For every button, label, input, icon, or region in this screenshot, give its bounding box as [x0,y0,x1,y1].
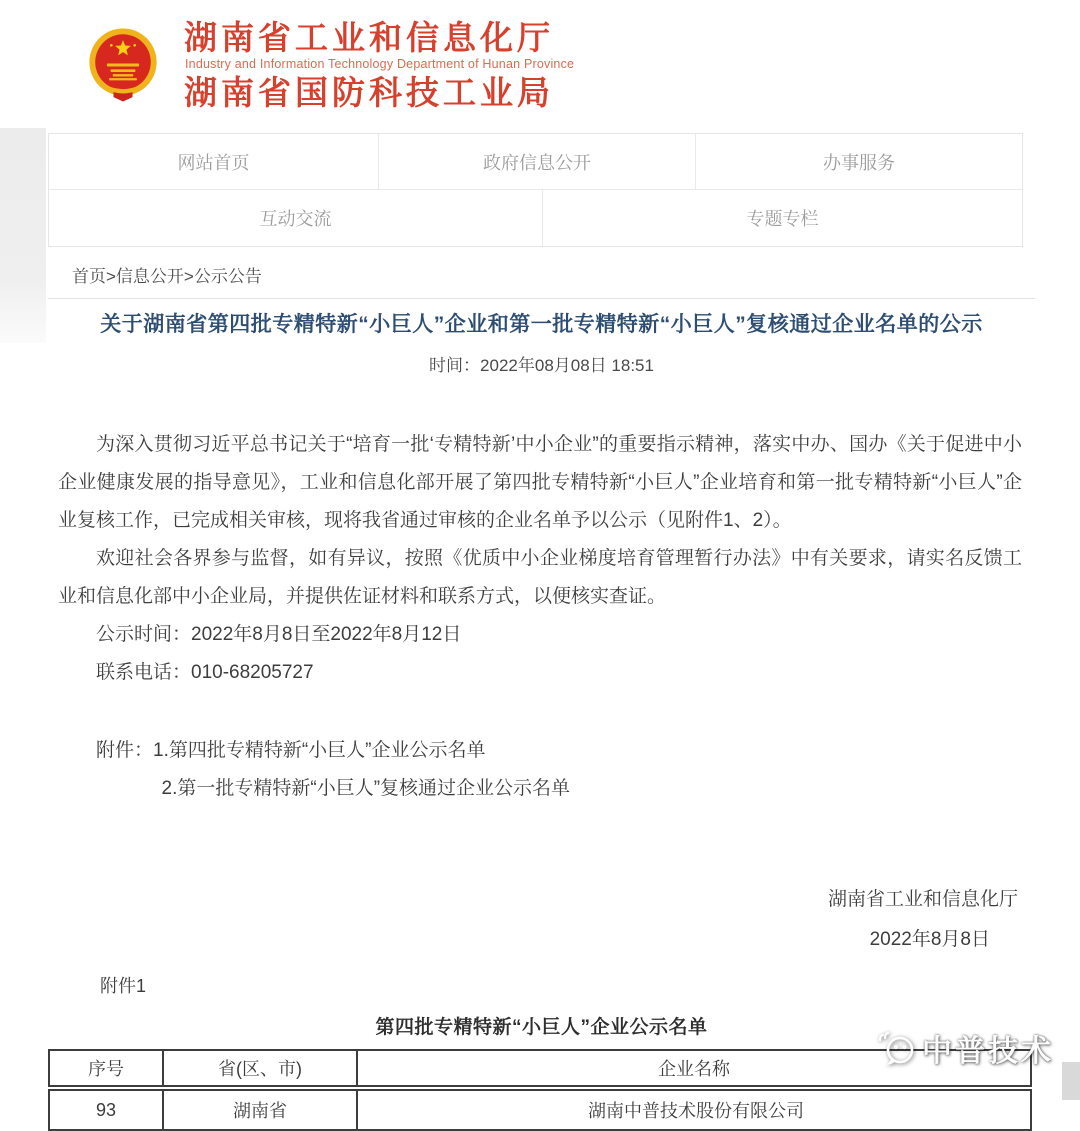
signature-date: 2022年8月8日 [869,929,990,950]
org-titles [184,21,574,109]
signature-org: 湖南省工业和信息化厅 [827,889,1018,910]
attachment-item-2[interactable]: 2.第一批专精特新“小巨人”复核通过企业公示名单 [161,778,571,799]
header-serial-no: 序号 [49,1050,163,1088]
contact-phone: 联系电话：010-68205727 [96,662,314,683]
attachments-list [58,732,1022,808]
publicity-period: 公示时间：2022年8月8日至2022年8月12日 [96,624,462,645]
publish-time: 时间：2022年08月08日 18:51 [429,356,654,375]
org-name-cn: 湖南省工业和信息化厅 [184,19,554,57]
annex-label: 附件1 [100,976,147,996]
company-table [48,1049,1032,1131]
nav-row-2 [49,190,1022,246]
watermark-text: 中普技术 [922,1035,1054,1068]
annex-table-title: 第四批专精特新“小巨人”企业公示名单 [375,1017,708,1038]
cell-province: 湖南省 [163,1088,357,1130]
main-nav [48,133,1023,247]
paragraph-1: 为深入贯彻习近平总书记关于“培育一批‘专精特新’中小企业”的重要指示精神，落实中办、国办《关于促进中小企业健康发展的指导意见》，工业和信息化部开展了第四批专精特新“小巨人”企业培育和第一批专精特新“小巨人”企业复核工作，已完成相关审核，现将我省通过审核的企业名单予以公示（见附件1、2）。 [58,434,1022,531]
org-name-cn2: 湖南省国防科技工业局 [184,73,554,111]
page-title: 关于湖南省第四批专精特新“小巨人”企业和第一批专精特新“小巨人”复核通过企业名单的公示 [100,313,983,336]
site-header [0,0,1080,130]
attachment-item-1[interactable]: 附件：1.第四批专精特新“小巨人”企业公示名单 [96,740,486,761]
table-header-row [49,1050,1031,1088]
cell-company-name: 湖南中普技术股份有限公司 [357,1088,1031,1130]
signature-block [58,880,1022,960]
header-province: 省(区、市) [163,1050,357,1088]
nav-row-1 [49,134,1022,190]
scan-shade [0,128,46,343]
breadcrumb[interactable]: 首页>信息公开>公示公告 [72,267,262,286]
header-company-name: 企业名称 [357,1050,1031,1088]
nav-item-interaction[interactable]: 互动交流 [49,190,543,246]
paragraph-2: 欢迎社会各界参与监督，如有异议，按照《优质中小企业梯度培育管理暂行办法》中有关要求，请实名反馈工业和信息化部中小企业局，并提供佐证材料和联系方式，以便核实查证。 [58,548,1022,607]
nav-item-services[interactable]: 办事服务 [696,134,1022,190]
article-body [58,426,1022,960]
scrollbar-fragment [1062,1062,1080,1100]
org-name-en: Industry and Information Technology Department of Hunan Province [185,57,575,72]
divider-line [48,298,1035,299]
nav-item-home[interactable]: 网站首页 [49,134,379,190]
table-row [49,1088,1031,1130]
cell-serial-no: 93 [49,1088,163,1130]
nav-item-gov-info[interactable]: 政府信息公开 [379,134,696,190]
national-emblem-icon [86,27,160,103]
nav-item-special-columns[interactable]: 专题专栏 [746,209,819,229]
